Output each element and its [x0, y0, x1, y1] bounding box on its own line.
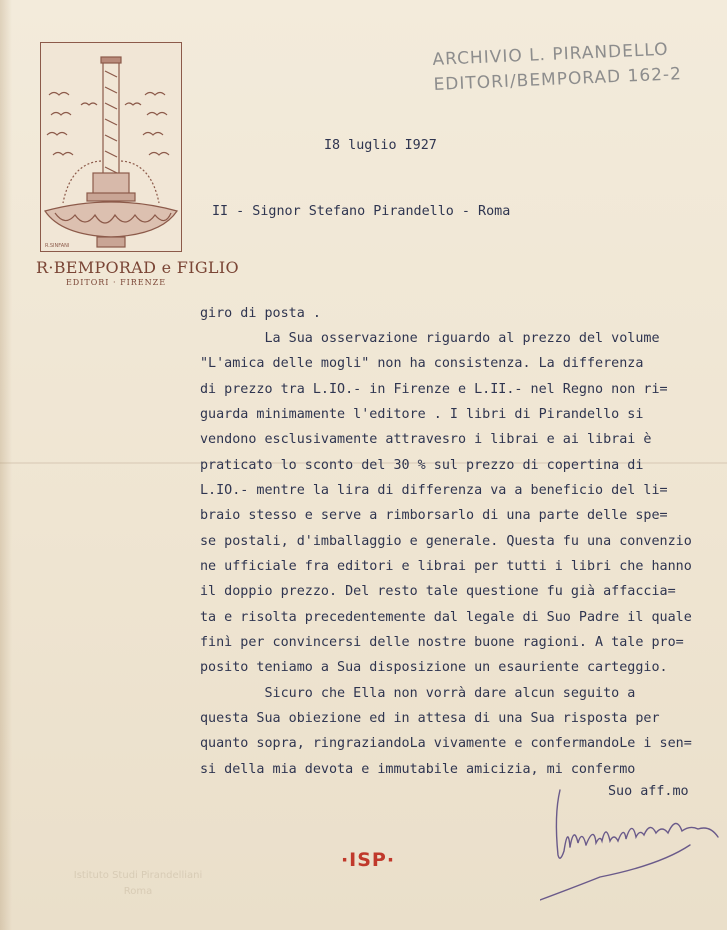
publisher-subtitle: EDITORI · FIRENZE	[65, 278, 167, 287]
body-line: braio stesso e serve a rimborsarlo di una parte delle spe=	[200, 508, 668, 523]
isp-logo: ·ISP·	[340, 849, 396, 871]
body-line: Sicuro che Ella non vorrà dare alcun seguito a	[200, 686, 636, 701]
handwritten-signature	[540, 785, 720, 905]
body-line: posito teniamo a Sua disposizione un esauriente carteggio.	[200, 660, 668, 675]
paper-edge-shadow	[0, 0, 12, 930]
body-line: giro di posta .	[200, 306, 321, 321]
institute-watermark	[68, 868, 208, 900]
fountain-icon	[41, 43, 180, 250]
body-line: si della mia devota e immutabile amicizia, mi confermo	[200, 762, 636, 777]
body-line: questa Sua obiezione ed in attesa di una Sua risposta per	[200, 711, 660, 726]
archive-annotation-line1: ARCHIVIO L. PIRANDELLO	[432, 39, 670, 70]
body-line: se postali, d'imballaggio e generale. Questa fu una convenzio	[200, 534, 692, 549]
letter-closing: Suo aff.mo	[608, 784, 689, 799]
body-line: L.IO.- mentre la lira di differenza va a beneficio del li=	[200, 483, 668, 498]
publisher-name: R·BEMPORAD e FIGLIO	[36, 258, 239, 277]
letter-recipient: II - Signor Stefano Pirandello - Roma	[212, 204, 511, 219]
body-line: ta e risolta precedentemente dal legale di Suo Padre il quale	[200, 610, 692, 625]
body-line: La Sua osservazione riguardo al prezzo del volume	[200, 331, 660, 346]
letterhead	[36, 38, 239, 288]
archive-annotation-line2: EDITORI/BEMPORAD 162-2	[433, 64, 683, 95]
body-line: ne ufficiale fra editori e librai per tutti i libri che hanno	[200, 559, 692, 574]
archive-annotation	[432, 36, 704, 98]
illustrator-signature: R.SINFANI	[45, 243, 70, 249]
fountain-illustration	[40, 42, 182, 252]
body-line: guarda minimamente l'editore . I libri di Pirandello si	[200, 407, 644, 422]
watermark-line1: Istituto Studi Pirandelliani	[73, 870, 203, 881]
body-line: "L'amica delle mogli" non ha consistenza. La differenza	[200, 356, 644, 371]
body-line: finì per convincersi delle nostre buone ragioni. A tale pro=	[200, 635, 684, 650]
watermark-line2: Roma	[123, 886, 153, 897]
body-line: praticato lo sconto del 30 % sul prezzo di copertina di	[200, 458, 644, 473]
letter-body	[200, 306, 720, 796]
body-line: quanto sopra, ringraziandoLa vivamente e confermandoLe i sen=	[200, 736, 692, 751]
body-line: vendono esclusivamente attravesro i librai e ai librai è	[200, 432, 652, 447]
body-line: di prezzo tra L.IO.- in Firenze e L.II.- nel Regno non ri=	[200, 382, 668, 397]
letter-date: I8 luglio I927	[324, 138, 437, 153]
body-line: il doppio prezzo. Del resto tale questione fu già affaccia=	[200, 584, 676, 599]
